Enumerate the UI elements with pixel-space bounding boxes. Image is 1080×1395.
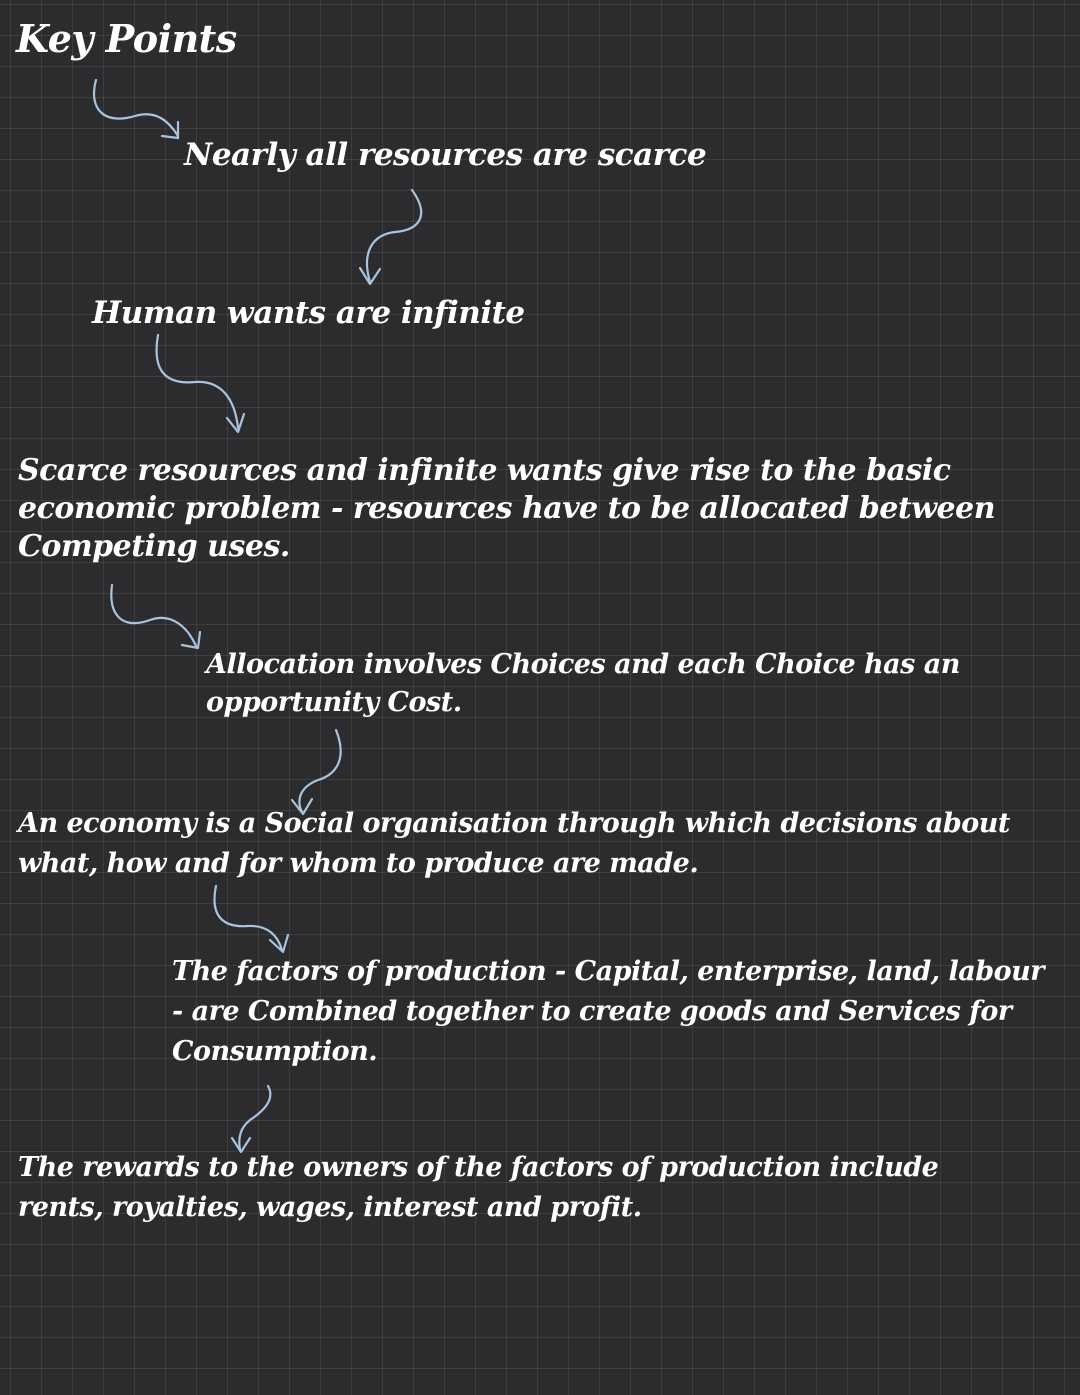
key-point-economy-definition: An economy is a Social organisation through which decisions about what, how and for whom to produce are made.	[18, 808, 1010, 879]
key-point-infinite-wants: Human wants are infinite	[92, 295, 525, 331]
flow-arrow-icon	[360, 190, 421, 284]
flow-arrow-icon	[111, 585, 200, 648]
flow-arrow-icon	[232, 1086, 270, 1152]
page-title: Key Points	[16, 16, 237, 61]
flow-arrow-icon	[157, 335, 244, 432]
key-point-factors-of-production: The factors of production - Capital, enterprise, land, labour - are Combined together to create goods and Services for Consumption.	[172, 956, 1045, 1067]
flow-arrow-icon	[94, 80, 178, 138]
key-point-rewards: The rewards to the owners of the factors of production include rents, royalties, wages, interest and profit.	[18, 1152, 939, 1223]
flow-arrow-icon	[292, 730, 341, 814]
key-point-economic-problem: Scarce resources and infinite wants give rise to the basic economic problem - resources have to be allocated between Competing uses.	[18, 453, 996, 564]
flow-arrow-icon	[214, 886, 288, 952]
key-point-scarce-resources: Nearly all resources are scarce	[184, 137, 707, 173]
key-point-opportunity-cost: Allocation involves Choices and each Choice has an opportunity Cost.	[206, 649, 960, 718]
